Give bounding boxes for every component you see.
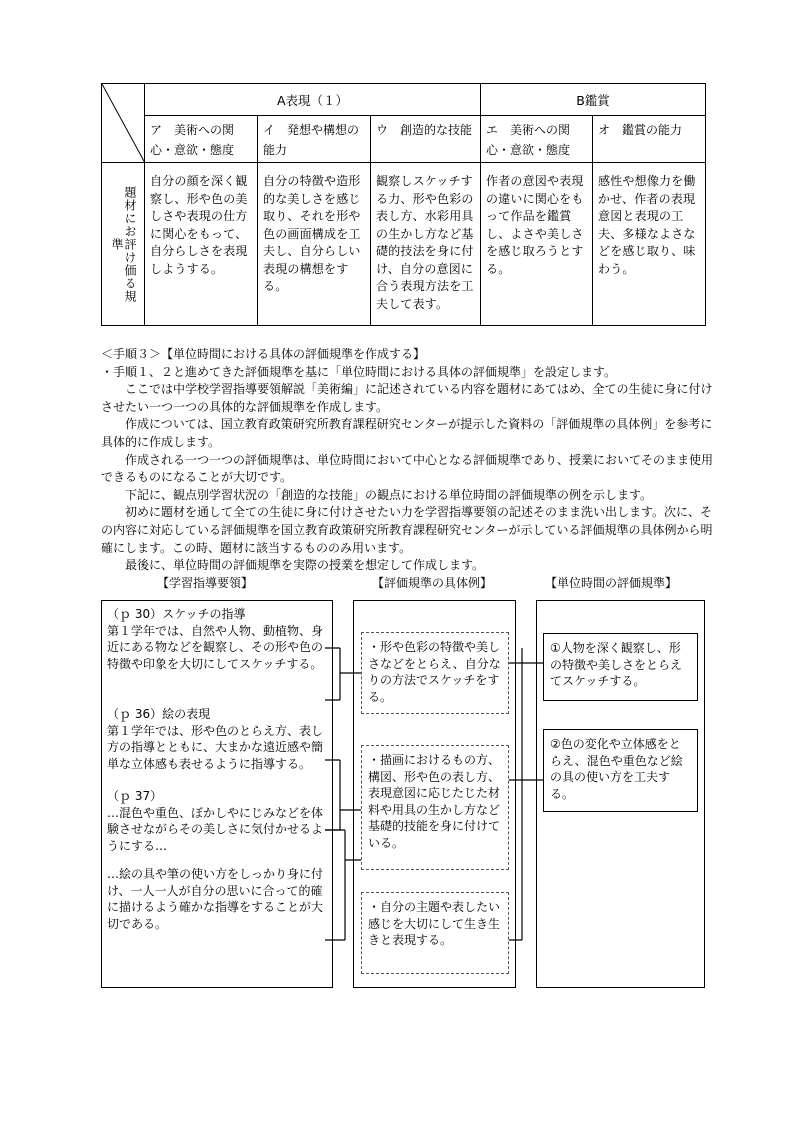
examples-column-title: 【評価規準の具体例】 bbox=[372, 576, 493, 590]
table-cell: 自分の顔を深く観察し、形や色の美しさや表現の仕方に関心をもって、自分らしさを表現しようする。 bbox=[145, 163, 258, 326]
guideline-heading: （ｐ 36）絵の表現 bbox=[107, 707, 211, 721]
procedure-heading: ＜手順３＞【単位時間における具体の評価規準を作成する】 bbox=[101, 347, 426, 361]
corner-diagonal bbox=[102, 84, 145, 163]
guideline-block-color bbox=[107, 788, 329, 854]
row-label-cell bbox=[102, 163, 145, 326]
column-header: イ 発想や構想の能力 bbox=[258, 116, 371, 163]
table-corner-cell bbox=[102, 84, 145, 163]
paragraph: ここでは中学校学習指導要領解説「美術編」に記述されている内容を題材にあてはめ、全ての生徒に身に付けさせたい一つ一つの具体的な評価規準を作成します。 bbox=[101, 382, 713, 414]
paragraph: 最後に、単位時間の評価規準を実際の授業を想定して作成します。 bbox=[125, 558, 485, 573]
guideline-heading: （ｐ 30）スケッチの指導 bbox=[107, 607, 246, 621]
table-cell: 自分の特徴や造形的な美しさを感じ取り、それを形や色の画面構成を工夫し、自分らしい表現の構想をする。 bbox=[258, 163, 371, 326]
criteria-box: ②色の変化や立体感をとらえ、混色や重色など絵の具の使い方を工夫する。 bbox=[543, 729, 698, 812]
paragraph: 下記に、観点別学習状況の「創造的な技能」の観点における単位時間の評価規準の例を示します。 bbox=[125, 487, 653, 502]
paragraph: ・手順１、２と進めてきた評価規準を基に「単位時間における具体の評価規準」を設定します。 bbox=[101, 364, 617, 379]
guideline-block-tools bbox=[107, 866, 329, 932]
guideline-column-title: 【学習指導要領】 bbox=[157, 576, 254, 590]
paragraph: 作成される一つ一つの評価規準は、単位時間において中心となる評価規準であり、授業においてそのまま使用できるものになることが大切です。 bbox=[101, 452, 714, 485]
row-label: 題材にお評け価る規準 bbox=[110, 185, 137, 303]
table-cell: 作者の意図や表現の違いに関心をもって作品を鑑賞し、よさや美しさを感じ取ろうとする。 bbox=[481, 163, 593, 326]
guideline-text: …混色や重色、ぼかしやにじみなどを体験させながらその美しさに気付かせるようにする… bbox=[107, 805, 324, 853]
guideline-text: 第１学年では、自然や人物、動植物、身近にある物などを観察し、その形や色の特徴や印象を大切にしてスケッチする。 bbox=[107, 623, 324, 671]
criteria-column-title: 【単位時間の評価規準】 bbox=[545, 576, 678, 590]
table-cell: 観察しスケッチする力、形や色彩の表し方、水彩用具の生かし方など基礎的技法を身に付け、自分の意図に合う表現方法を工夫して表す。 bbox=[371, 163, 481, 326]
column-header: ウ 創造的な技能 bbox=[371, 116, 481, 163]
guideline-block-sketch bbox=[107, 606, 329, 672]
column-header: オ 鑑賞の能力 bbox=[593, 116, 706, 163]
guideline-text: 第１学年では、形や色のとらえ方、表し方の指導とともに、大まかな遠近感や簡単な立体感も表せるように指導する。 bbox=[107, 723, 324, 771]
column-header: エ 美術への関心・意欲・態度 bbox=[481, 116, 593, 163]
paragraph: 作成については、国立教育政策研究所教育課程研究センターが提示した資料の「評価規準の具体例」を参考に具体的に作成します。 bbox=[101, 417, 713, 449]
header-expression: A表現（１） bbox=[145, 84, 481, 116]
evaluation-criteria-table bbox=[101, 83, 706, 326]
guideline-text: …絵の具や筆の使い方をしっかり身に付け、一人一人が自分の思いに合って的確に描けるよう確かな指導をすることが大切である。 bbox=[107, 867, 324, 931]
example-box: ・自分の主題や表したい感じを大切にして生き生きと表現する。 bbox=[361, 892, 509, 974]
example-box: ・描画におけるもの方、構図、形や色の表し方、表現意図に応じたじた材料や用具の生かし方など基礎的技能を身に付けている。 bbox=[361, 745, 509, 870]
procedure-section bbox=[101, 346, 717, 575]
guideline-block-painting bbox=[107, 706, 329, 772]
column-header: ア 美術への関心・意欲・態度 bbox=[145, 116, 258, 163]
table-cell: 感性や想像力を働かせ、作者の表現意図と表現の工夫、多様なよさなどを感じ取り、味 わう。 bbox=[593, 163, 706, 326]
paragraph: 初めに題材を通して全ての生徒に身に付けさせたい力を学習指導要領の記述そのまま洗い出します。次に、その内容に対応している評価規準を国立教育政策研究所教育課程研究センターが示している評価規準の具体例から明確にします。この時、題材に該当するもののみ用います。 bbox=[101, 505, 713, 555]
criteria-box: ①人物を深く観察し、形の特徴や美しさをとらえてスケッチする。 bbox=[543, 633, 698, 701]
example-box: ・形や色彩の特徴や美しさなどをとらえ、自分なりの方法でスケッチをする。 bbox=[361, 632, 509, 714]
guideline-heading: （ｐ 37） bbox=[107, 789, 163, 803]
header-appreciation: B鑑賞 bbox=[481, 84, 706, 116]
